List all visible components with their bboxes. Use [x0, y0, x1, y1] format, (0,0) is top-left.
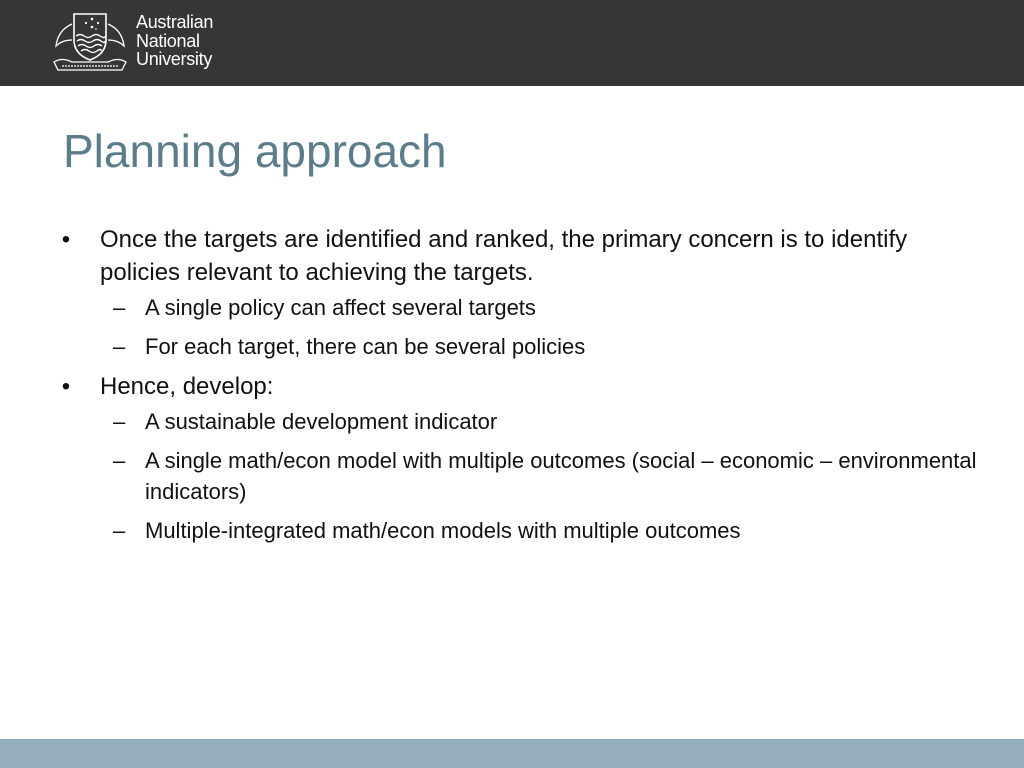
university-wordmark	[136, 13, 213, 69]
sub-bullet-list	[100, 406, 978, 546]
anu-crest-icon	[52, 10, 128, 74]
sub-bullet-item	[100, 406, 978, 437]
slide-title: Planning approach	[63, 125, 447, 177]
sub-bullet-item	[100, 515, 978, 546]
bullet-marker: •	[61, 373, 71, 400]
anu-logo	[52, 10, 213, 74]
bullet-marker: •	[61, 226, 71, 253]
sub-bullet-item	[100, 445, 978, 507]
wordmark-line-2: National	[136, 30, 200, 51]
dash-marker: –	[113, 295, 126, 320]
bullet-item	[58, 370, 978, 546]
sub-bullet-item	[100, 292, 978, 323]
dash-marker: –	[113, 518, 126, 543]
wordmark-line-1: Australian	[136, 12, 214, 32]
bullet-item	[58, 223, 978, 362]
sub-bullet-text: Multiple-integrated math/econ models with multiple outcomes	[145, 518, 741, 543]
dash-marker: –	[113, 334, 126, 359]
sub-bullet-text: A single math/econ model with multiple outcomes (social – economic – environmental indicators)	[145, 448, 977, 504]
dash-marker: –	[113, 409, 126, 434]
bullet-text: Once the targets are identified and ranked, the primary concern is to identify policies relevant to achieving the targets.	[100, 226, 908, 286]
sub-bullet-item	[100, 331, 978, 362]
sub-bullet-list	[100, 292, 978, 362]
wordmark-line-3: University	[136, 49, 213, 69]
footer-bar	[0, 739, 1024, 768]
sub-bullet-text: A sustainable development indicator	[145, 409, 498, 434]
sub-bullet-text: For each target, there can be several policies	[145, 334, 586, 359]
slide-content	[58, 223, 978, 554]
sub-bullet-text: A single policy can affect several targets	[145, 295, 536, 320]
dash-marker: –	[113, 448, 126, 473]
bullet-text: Hence, develop:	[100, 373, 274, 400]
header-bar	[0, 0, 1024, 86]
